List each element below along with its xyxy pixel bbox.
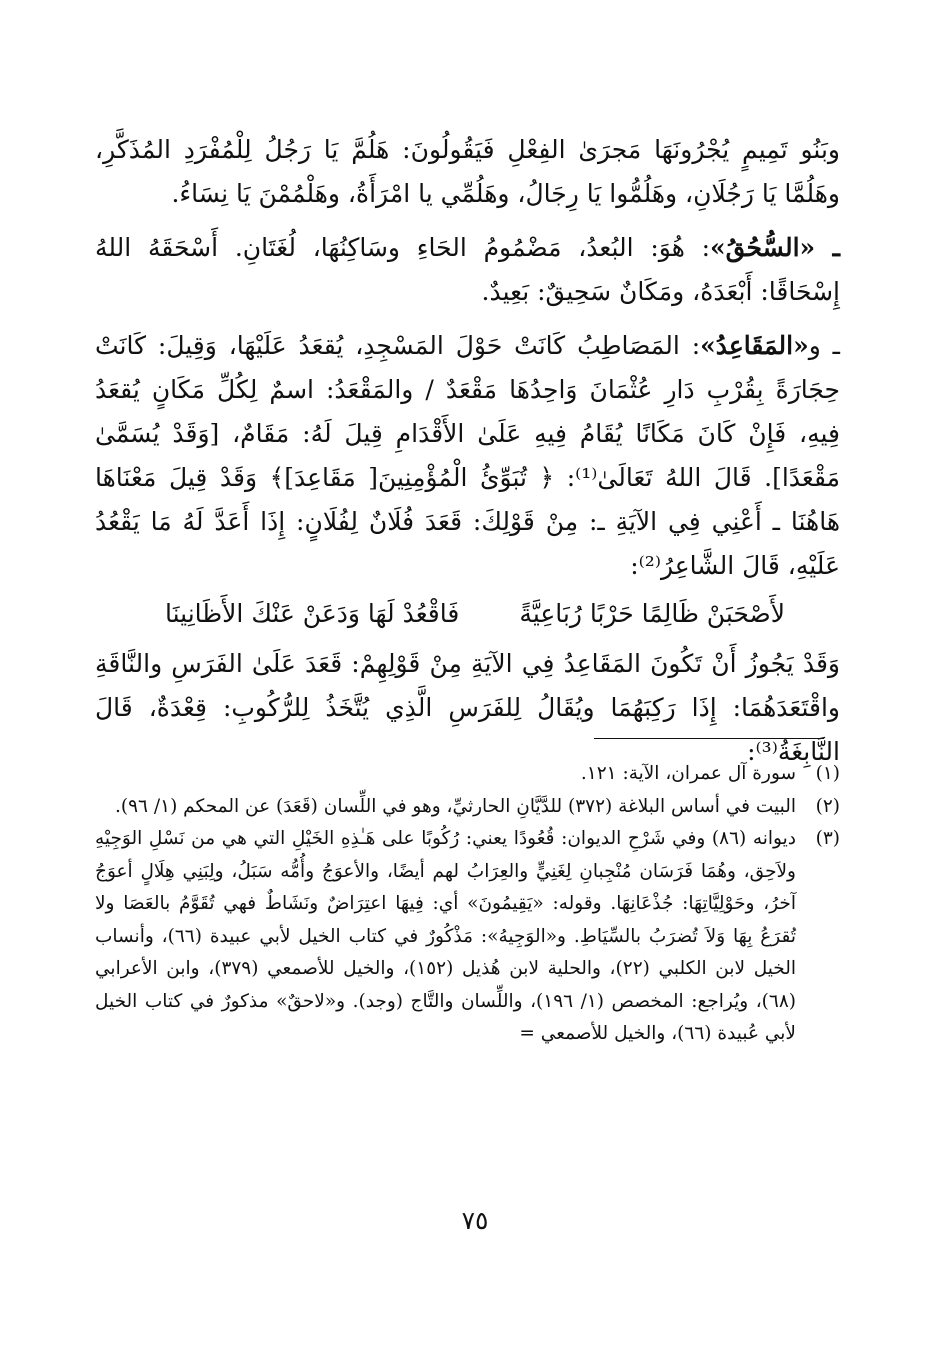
footnote-number: (٢) <box>815 795 840 817</box>
footnote-number: (١) <box>815 763 840 784</box>
footnote-text: ديوانه (٨٦) وفي شَرْحِ الديوان: قُعُودًا يعني: رُكُوبًا على هَـٰذِهِ الخَيْلِ التي هي من نَسْلِ الوَجِيْهِ ولاَحِق، وهُمَا فَرَسَان مُنْجِبانِ لِغَنِيٍّ والعِرَابُ لهم أيضًا، والأعوَجُ وأُمُّه سَبَلُ، ولِبَنِي هِلَالٍ أعوَجُ آخرُ، وحَوْلِيَّاتِهَا: جُذْعَانِهَا. وقوله: «يَقِيمُونَ» أي: فِيهَا اعتِرَاضٌ ونَشَاطٌ فهي تُقَوَّمُ بالعَصَا ولا تُقرَعُ بِهَا وَلاَ تُضرَبُ بالسِّيَاطِ. و«الوَجِيهُ»: مَذْكُورٌ في كتاب الخيل لأبي عبيدة (٦٦)، وأنساب الخيل لابن الكلبي (٢٢)، والحلية لابن هُذيل (١٥٢)، والخيل للأصمعي (٣٧٩)، وابن الأعرابي (٦٨)، ويُراجع: المخصص (١/ ١٩٦)، واللِّسان والتَّاج (وجد). و«لاحقٌ» مذكورٌ في كتاب الخيل لأبي عُبيدة (٦٦)، والخيل للأصمعي = <box>95 828 797 1044</box>
footnote-3 <box>95 823 840 1051</box>
main-text <box>95 128 840 784</box>
footnote-1 <box>95 758 840 791</box>
entry-body-suhuq: : هُوَ: البُعدُ، مَضْمُومُ الحَاءِ وسَاكِنُهَا، لُغَتَانِ. أَسْحَقَهُ اللهُ إِسْحَاقًا: أَبْعَدَهُ، ومَكَانٌ سَحِيقٌ: بَعِيدٌ. <box>95 233 840 306</box>
verse-second-hemistich: فَاقْعُدْ لَهَا وَدَعَنْ عَنْكَ الأَظَانِينَا <box>165 599 460 628</box>
poetry-verse <box>95 592 840 636</box>
footnote-separator <box>594 738 824 739</box>
footnote-text: سورة آل عمران، الآية: ١٢١. <box>580 763 796 784</box>
footnote-2 <box>95 791 840 824</box>
entry-prefix-maqaid: ـ و <box>808 331 840 360</box>
footnotes <box>95 758 840 1051</box>
page-number: ٧٥ <box>461 1206 489 1235</box>
footnote-number: (٣) <box>815 828 840 849</box>
paragraph-4: وَقَدْ يَجُوزُ أَنْ تَكُونَ المَقَاعِدُ فِي الآيَةِ مِنْ قَوْلِهِمْ: قَعَدَ عَلَىٰ الفَرَسِ والنَّاقَةِ واقْتَعَدَهُمَا: إِذَا رَكِبَهُمَا ويُقَالُ لِلفَرَسِ الَّذِي يُتَّخَذُ لِلرُّكُوبِ: قِعْدَةٌ، قَالَ النَّابِغَةُ⁽³⁾: <box>95 649 840 766</box>
paragraph-suhuq <box>95 226 840 314</box>
entry-heading-suhuq: ـ «السُّحُقُ» <box>710 233 840 262</box>
entry-body-maqaid: : المَصَاطِبُ كَانَتْ حَوْلَ المَسْجِدِ، يُقعَدُ عَلَيْهَا، وَقِيلَ: كَانَتْ حِجَارَةً بِقُرْبِ دَارِ عُثْمَانَ وَاحِدُهَا مَقْعَدٌ / والمَقْعَدُ: اسمٌ لِكُلِّ مَكَانٍ يُقعَدُ فِيهِ، فَإِنْ كَانَ مَكَانًا يُقَامُ فِيهِ عَلَىٰ الأَقْدَامِ قِيلَ لَهُ: مَقَامٌ، [وَقَدْ يُسَمَّىٰ مَقْعَدًا]. قَالَ اللهُ تَعَالَىٰ⁽¹⁾: ﴿ تُبَوِّئُ الْمُؤْمِنِينَ[ مَقَاعِدَ]﴾ وَقَدْ قِيلَ مَعْنَاهَا هَاهُنَا ـ أَعْنِي فِي الآيَةِ ـ: مِنْ قَوْلِكَ: قَعَدَ فُلَانٌ لِفُلَانٍ: إِذَا أَعَدَّ لَهُ مَا يَقْعُدُ عَلَيْهِ، قَالَ الشَّاعِرُ⁽²⁾: <box>95 331 840 580</box>
footnote-text: البيت في أساس البلاغة (٣٧٢) للدَّيَّانِ الحارثيِّ، وهو في اللِّسان (قَعَدَ) عن المحكم (١/ ٩٦). <box>115 795 796 817</box>
verse-first-hemistich: لأَصْحَبَنْ ظَالِمًا حَرْبًا رُبَاعِيَّةً <box>519 599 785 628</box>
entry-heading-maqaid: «المَقَاعِدُ» <box>700 331 809 360</box>
paragraph-1: وبَنُو تَمِيمٍ يُجْرُونَهَا مَجرَىٰ الفِعْلِ فَيَقُولُونَ: هَلُمَّ يَا رَجُلُ لِلْمُفْرَدِ المُذَكَّرِ، وهَلُمَّا يَا رَجُلَانِ، وهَلُمُّوا يَا رِجَالُ، وهَلُمِّي يا امْرَأَةُ، وهَلْمُمْنَ يَا نِسَاءُ. <box>95 135 840 208</box>
paragraph-maqaid <box>95 324 840 588</box>
